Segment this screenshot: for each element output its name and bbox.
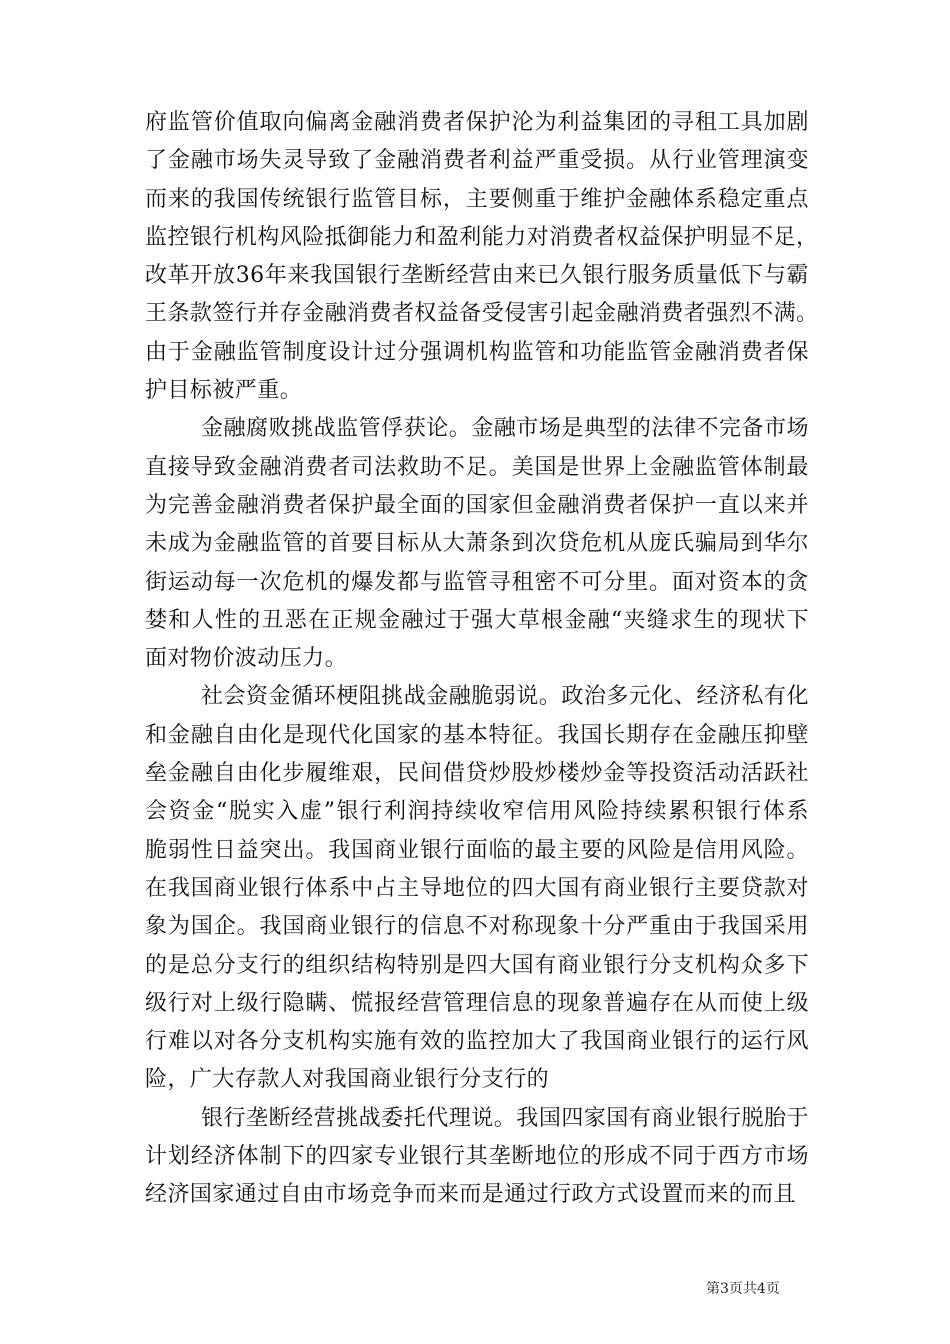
paragraph-line: 面对物价波动压力。 — [145, 646, 348, 672]
paragraph-line: 金融腐败挑战监管俘获论。金融市场是典型的法律不完备市场 — [201, 416, 809, 442]
paragraph-line: 社会资金循环梗阻挑战金融脆弱说。政治多元化、经济私有化 — [201, 684, 809, 710]
paragraph-line: 府监管价值取向偏离金融消费者保护沦为利益集团的寻租工具加剧 — [145, 110, 809, 135]
paragraph-line: 直接导致金融消费者司法救助不足。美国是世界上金融监管体制最 — [145, 454, 809, 480]
paragraph-line: 会资金“脱实入虚”银行利润持续收窄信用风险持续累积银行体系 — [145, 799, 809, 825]
document-body — [145, 104, 819, 1215]
paragraph-line: 王条款签行并存金融消费者权益备受侵害引起金融消费者强烈不满。 — [145, 301, 819, 327]
paragraph-line: 改革开放36年来我国银行垄断经营由来已久银行服务质量低下与霸 — [145, 263, 809, 289]
paragraph-line: 险，广大存款人对我国商业银行分支行的 — [145, 1067, 550, 1093]
paragraph — [145, 1100, 809, 1215]
paragraph-line: 计划经济体制下的四家专业银行其垄断地位的形成不同于西方市场 — [145, 1144, 809, 1170]
paragraph-line: 由于金融监管制度设计过分强调机构监管和功能监管金融消费者保 — [145, 339, 809, 365]
paragraph-line: 行难以对各分支机构实施有效的监控加大了我国商业银行的运行风 — [145, 1029, 809, 1055]
paragraph-line: 经济国家通过自由市场竞争而来而是通过行政方式设置而来的而且 — [145, 1182, 797, 1208]
paragraph-line: 银行垄断经营挑战委托代理说。我国四家国有商业银行脱胎于 — [201, 1105, 809, 1131]
paragraph — [145, 410, 809, 678]
page-number: 第3页共4页 — [706, 1281, 780, 1297]
paragraph-line: 未成为金融监管的首要目标从大萧条到次贷危机从庞氏骗局到华尔 — [145, 531, 809, 557]
paragraph-line: 垒金融自由化步履维艰，民间借贷炒股炒楼炒金等投资活动活跃社 — [145, 761, 809, 787]
paragraph — [145, 104, 819, 410]
paragraph-line: 护目标被严重。 — [145, 378, 303, 404]
paragraph-line: 而来的我国传统银行监管目标，主要侧重于维护金融体系稳定重点 — [145, 186, 809, 212]
paragraph-line: 监控银行机构风险抵御能力和盈利能力对消费者权益保护明显不足， — [145, 224, 819, 250]
paragraph-line: 和金融自由化是现代化国家的基本特征。我国长期存在金融压抑壁 — [145, 722, 809, 748]
paragraph-line: 象为国企。我国商业银行的信息不对称现象十分严重由于我国采用 — [145, 914, 809, 940]
paragraph-line: 级行对上级行隐瞒、慌报经营管理信息的现象普遍存在从而使上级 — [145, 990, 809, 1016]
paragraph-line: 为完善金融消费者保护最全面的国家但金融消费者保护一直以来并 — [145, 492, 809, 518]
paragraph-line: 的是总分支行的组织结构特别是四大国有商业银行分支机构众多下 — [145, 952, 809, 978]
paragraph-line: 街运动每一次危机的爆发都与监管寻租密不可分里。面对资本的贪 — [145, 569, 809, 595]
paragraph-line: 了金融市场失灵导致了金融消费者利益严重受损。从行业管理演变 — [145, 148, 809, 174]
paragraph — [145, 678, 809, 1099]
paragraph-line: 婪和人性的丑恶在正规金融过于强大草根金融“夹缝求生的现状下 — [145, 607, 809, 633]
paragraph-line: 在我国商业银行体系中占主导地位的四大国有商业银行主要贷款对 — [145, 875, 809, 901]
paragraph-line: 脆弱性日益突出。我国商业银行面临的最主要的风险是信用风险。 — [145, 837, 809, 863]
